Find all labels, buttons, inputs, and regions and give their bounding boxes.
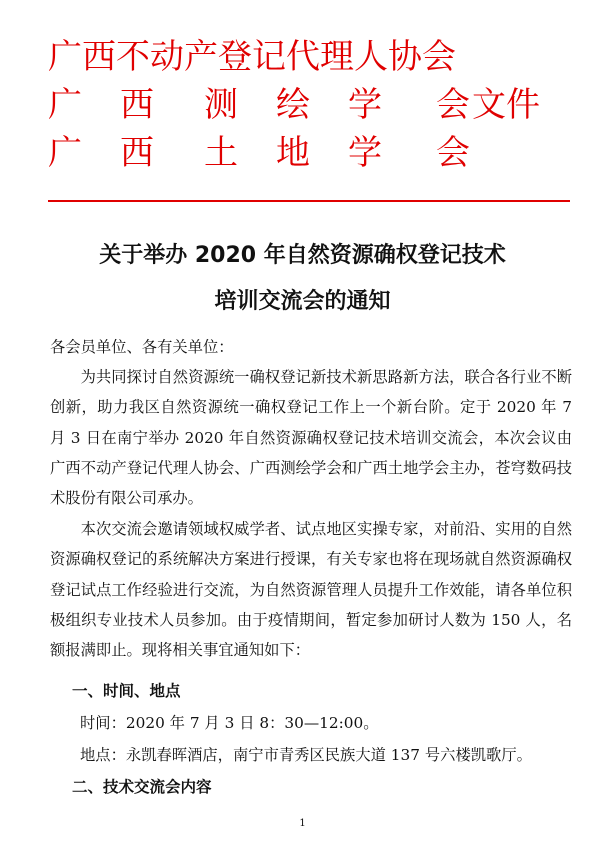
- header-org-3-char: 西: [120, 133, 154, 173]
- paragraph-1: 为共同探讨自然资源统一确权登记新技术新思路新方法，联合各行业不断创新，助力我区自然资源统一确权登记工作上一个新台阶。定于 2020 年 7 月 3 日在南宁举办 2020 年自然资源确权登记技术培训交流会，本次会议由广西不动产登记代理人协会、广西测绘学会和广西土地学会主办，苍穹数码技术股份有限公司承办。: [50, 368, 572, 508]
- header-org-2-char: 学: [348, 85, 382, 125]
- page-number: 1: [299, 818, 306, 829]
- header-org-2-char: 绘: [276, 85, 310, 125]
- document-title-line-1: 关于举办 2020 年自然资源确权登记技术: [99, 243, 506, 268]
- header-org-2-char: 西: [120, 85, 154, 125]
- document-title-line-2: 培训交流会的通知: [214, 289, 391, 314]
- header-org-3-char: 土: [204, 133, 238, 173]
- section-heading-content: 二、技术交流会内容: [72, 778, 212, 796]
- paragraph-2: 本次交流会邀请领域权威学者、试点地区实操专家，对前沿、实用的自然资源确权登记的系统解决方案进行授课，有关专家也将在现场就自然资源确权登记试点工作经验进行交流，为自然资源管理人员提升工作效能，请各单位积极组织专业技术人员参加。由于疫情期间，暂定参加研讨人数为 150 人，名额报满即止。现将相关事宜通知如下：: [50, 520, 572, 660]
- header-org-2-char: 会: [436, 85, 470, 125]
- header-document-label: 文件: [472, 85, 540, 125]
- section-heading-time-place: 一、时间、地点: [72, 682, 181, 700]
- header-org-3-char: 学: [348, 133, 382, 173]
- header-org-3-char: 广: [48, 133, 82, 173]
- header-divider: [48, 200, 570, 202]
- salutation: 各会员单位、各有关单位：: [50, 338, 234, 356]
- header-org-3-char: 会: [436, 133, 470, 173]
- header-org-2-char: 测: [204, 85, 238, 125]
- header-org-2-char: 广: [48, 85, 82, 125]
- header-org-3-char: 地: [276, 133, 310, 173]
- event-place: 地点：永凯春晖酒店，南宁市青秀区民族大道 137 号六楼凯歌厅。: [80, 746, 532, 764]
- event-time: 时间：2020 年 7 月 3 日 8：30—12:00。: [80, 714, 379, 732]
- header-org-1: 广西不动产登记代理人协会: [48, 37, 456, 77]
